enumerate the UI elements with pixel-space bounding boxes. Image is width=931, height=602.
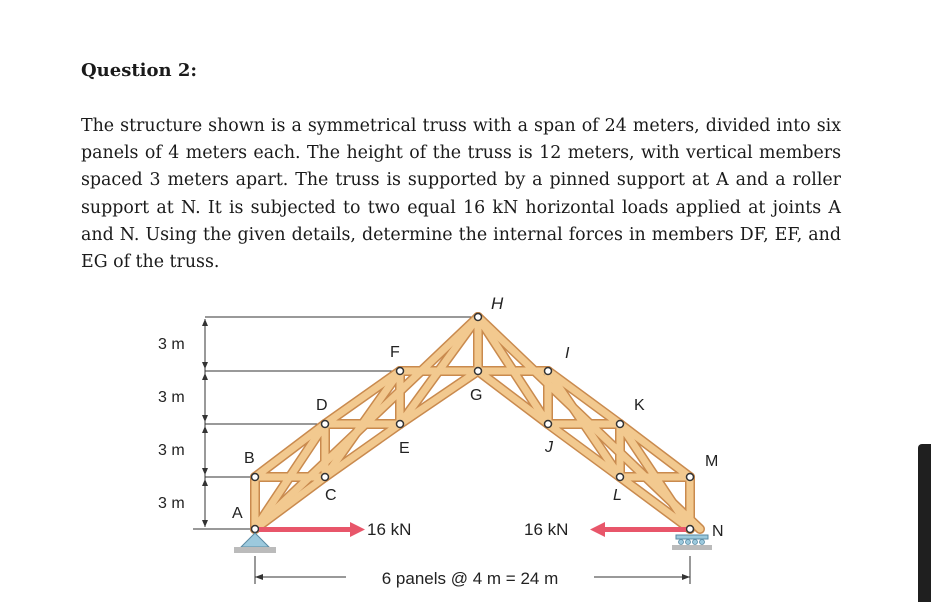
dim-label-2: 3 m [158,389,185,406]
dim-label-4: 3 m [158,495,185,512]
dim-label-3: 3 m [158,442,185,459]
span-arrow-right [682,574,690,580]
question-heading: Question 2: [81,60,198,81]
dim-label-1: 3 m [158,336,185,353]
joint-label-e: E [399,440,410,457]
joint-label-j: J [545,439,553,456]
truss-joint-pins [252,314,694,533]
question-body: The structure shown is a symmetrical truss with a span of 24 meters, divided into six panels of 4 meters each. The height of the truss is 12 meters, with vertical members spaced 3 meters apart. The truss is supported by a pinned support at A and a roller support at N. It is subjected to two equal 16 kN horizontal loads applied at joints A and N. Using the given details, determine the internal forces in members DF, EF, and EG of the truss. [81,116,841,273]
joint-label-i: I [565,345,570,362]
joint-label-f: F [390,344,400,361]
span-arrow-left [255,574,263,580]
joint-label-n: N [712,523,724,540]
joint-label-d: D [316,397,328,414]
span-label: 6 panels @ 4 m = 24 m [381,569,559,588]
joint-label-h: H [491,294,504,313]
joint-label-c: C [325,487,337,504]
pinned-support-a [234,533,276,553]
joint-label-g: G [470,387,483,404]
roller-support-n [672,535,712,550]
load-arrow-right [590,522,686,537]
window-edge [918,444,931,602]
joint-label-a: A [232,505,243,522]
load-arrow-left [259,522,365,537]
load-label-left: 16 kN [367,520,412,539]
joint-label-b: B [244,450,255,467]
joint-label-m: M [705,453,719,470]
load-label-right: 16 kN [524,520,569,539]
joint-label-k: K [634,397,645,414]
joint-label-l: L [613,487,622,504]
